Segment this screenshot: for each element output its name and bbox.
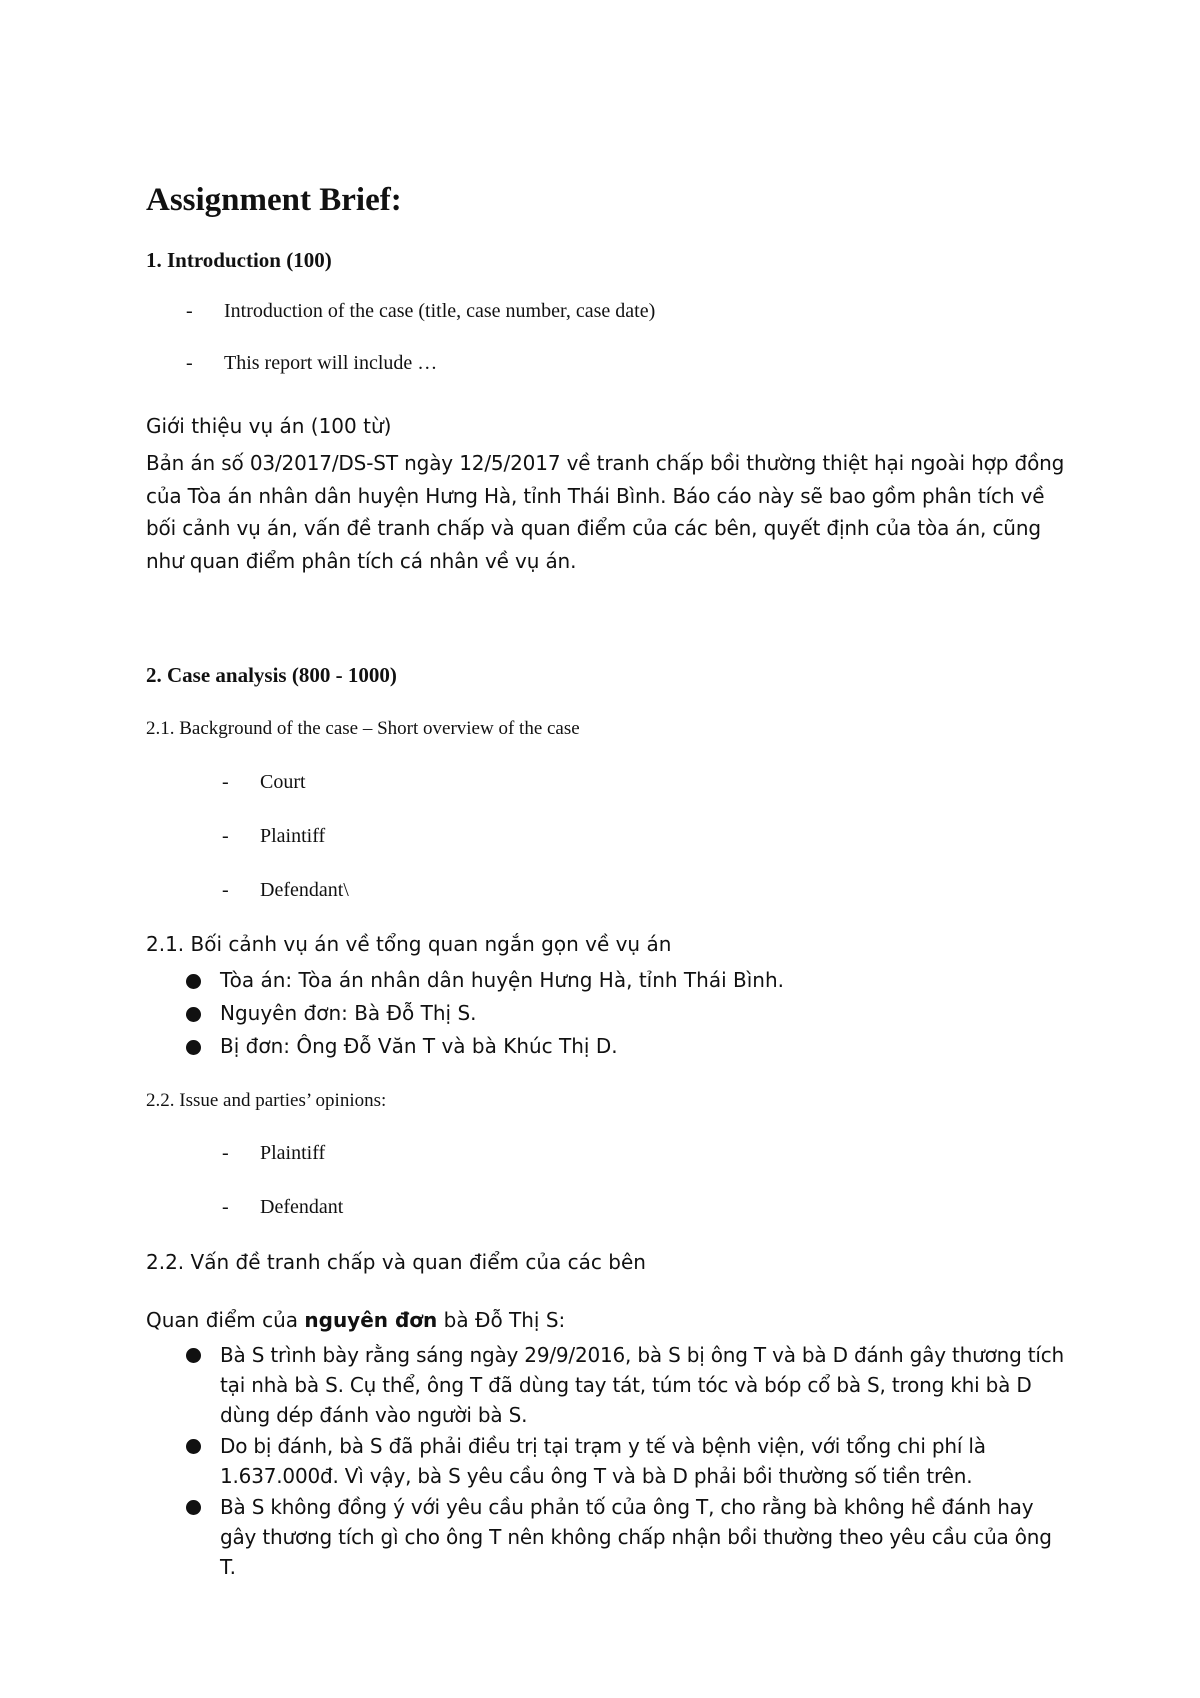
dash-marker: - [222, 771, 229, 793]
bullet-dot [186, 1500, 201, 1515]
intro-item-text: Introduction of the case (title, case number, case date) [224, 300, 656, 322]
background-en-item-text: Court [260, 771, 306, 793]
dash-marker: - [222, 879, 229, 901]
intro-heading: 1. Introduction (100) [146, 248, 332, 272]
plaintiff-opinion-item-text: Do bị đánh, bà S đã phải điều trị tại trạm y tế và bệnh viện, với tổng chi phí là 1.637.000đ. Vì vậy, bà S yêu cầu ông T và bà D phải bồi thường số tiền trên. [220, 1434, 986, 1488]
bullet-dot [186, 1007, 201, 1022]
background-vn-item-text: Nguyên đơn: Bà Đỗ Thị S. [220, 1001, 477, 1025]
issue-en-heading: 2.2. Issue and parties’ opinions: [146, 1090, 387, 1111]
background-vn-item-text: Tòa án: Tòa án nhân dân huyện Hưng Hà, tỉnh Thái Bình. [220, 968, 784, 992]
plaintiff-opinion-item-text: Bà S không đồng ý với yêu cầu phản tố của ông T, cho rằng bà không hề đánh hay gây thương tích gì cho ông T nên không chấp nhận bồi thường theo yêu cầu của ông T. [220, 1495, 1052, 1579]
dash-marker: - [222, 1196, 229, 1218]
dash-marker: - [222, 1142, 229, 1164]
background-vn-heading: 2.1. Bối cảnh vụ án về tổng quan ngắn gọn về vụ án [146, 932, 672, 956]
vn-intro-paragraph: Bản án số 03/2017/DS-ST ngày 12/5/2017 về tranh chấp bồi thường thiệt hại ngoài hợp đồng của Tòa án nhân dân huyện Hưng Hà, tỉnh Thái Bình. Báo cáo này sẽ bao gồm phân tích về bối cảnh vụ án, vấn đề tranh chấp và quan điểm của các bên, quyết định của tòa án, cũng như quan điểm phân tích cá nhân về vụ án. [146, 451, 1065, 573]
bullet-dot [186, 1348, 201, 1363]
plaintiff-opinion-suffix: bà Đỗ Thị S: [437, 1308, 566, 1332]
dash-marker: - [186, 352, 193, 374]
plaintiff-opinion-heading [146, 1308, 565, 1332]
plaintiff-opinion-prefix: Quan điểm của [146, 1308, 305, 1332]
plaintiff-opinion-item-text: Bà S trình bày rằng sáng ngày 29/9/2016, bà S bị ông T và bà D đánh gây thương tích tại nhà bà S. Cụ thể, ông T đã dùng tay tát, túm tóc và bóp cổ bà S, trong khi bà D dùng dép đánh vào người bà S. [220, 1343, 1065, 1427]
dash-marker: - [222, 825, 229, 847]
bullet-dot [186, 1040, 201, 1055]
bullet-dot [186, 1439, 201, 1454]
plaintiff-opinion-item-3 [186, 1492, 1066, 1582]
plaintiff-opinion-item-1 [186, 1340, 1066, 1430]
dash-marker: - [186, 300, 193, 322]
plaintiff-opinion-item-2 [186, 1431, 1066, 1491]
issue-en-item-text: Defendant [260, 1196, 344, 1218]
issue-en-item-text: Plaintiff [260, 1142, 326, 1164]
bullet-dot [186, 974, 201, 989]
background-vn-item-text: Bị đơn: Ông Đỗ Văn T và bà Khúc Thị D. [220, 1034, 618, 1058]
background-en-item-text: Defendant\ [260, 879, 349, 901]
background-en-item-text: Plaintiff [260, 825, 326, 847]
plaintiff-opinion-bold: nguyên đơn [304, 1308, 438, 1332]
case-analysis-heading: 2. Case analysis (800 - 1000) [146, 663, 397, 687]
document-title: Assignment Brief: [146, 182, 402, 218]
vn-intro-heading: Giới thiệu vụ án (100 từ) [146, 414, 392, 438]
background-en-heading: 2.1. Background of the case – Short overview of the case [146, 718, 580, 739]
intro-item-text: This report will include … [224, 352, 438, 374]
issue-vn-heading: 2.2. Vấn đề tranh chấp và quan điểm của các bên [146, 1250, 646, 1274]
